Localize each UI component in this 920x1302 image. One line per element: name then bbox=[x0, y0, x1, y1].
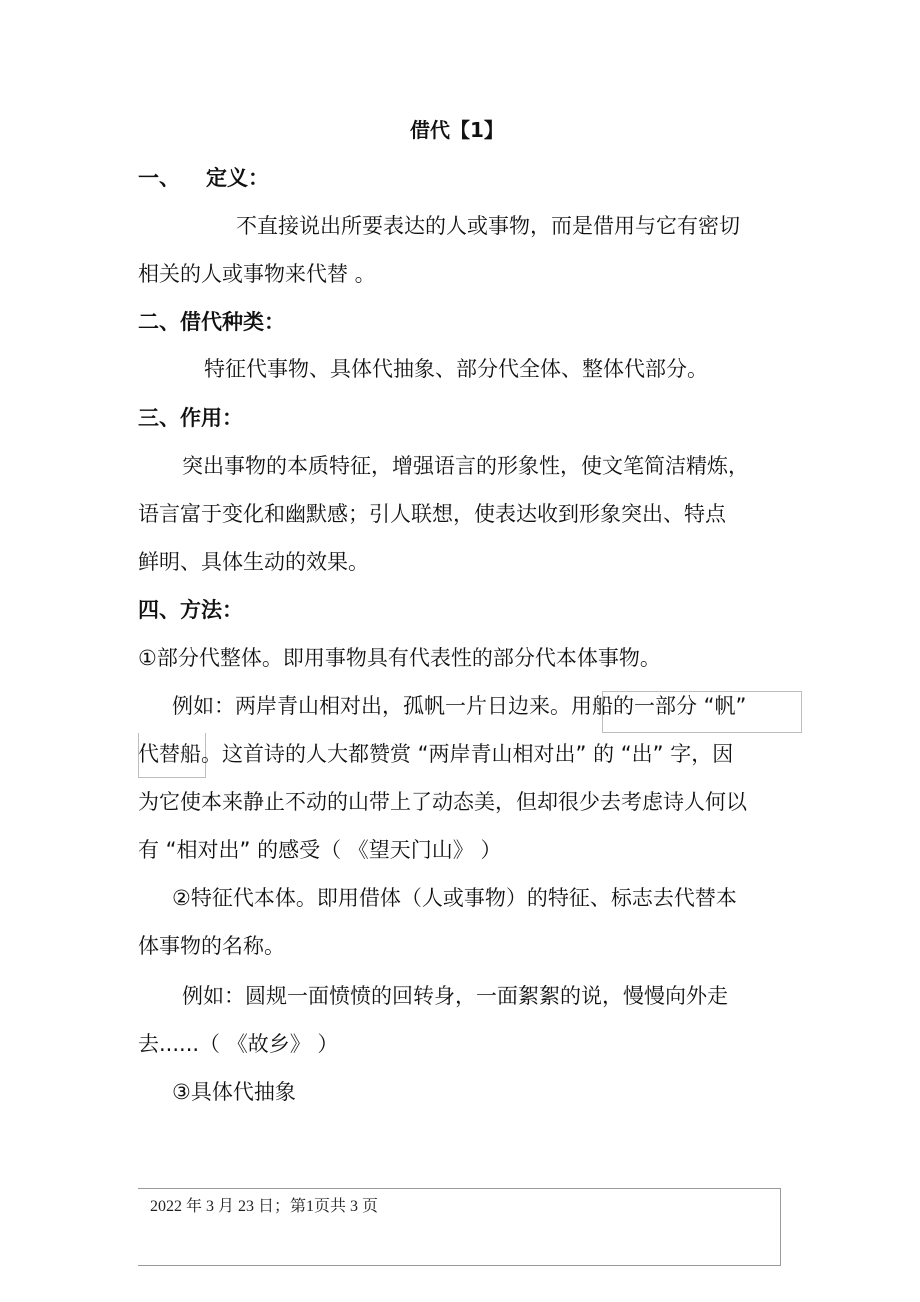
method-3-title: ③具体代抽象 bbox=[172, 1080, 296, 1104]
section-2-heading: 二、借代种类： bbox=[138, 310, 285, 334]
section-4-heading: 四、方法： bbox=[138, 598, 243, 622]
effect-line-3: 鲜明、具体生动的效果。 bbox=[138, 550, 369, 574]
method-1-example-1: 例如：两岸青山相对出，孤帆一片日边来。用船的一部分 “帆” bbox=[172, 694, 747, 718]
method-2-example-1: 例如：圆规一面愤愤的回转身，一面絮絮的说，慢慢向外走 bbox=[182, 984, 728, 1008]
definition-line-2: 相关的人或事物来代替 。 bbox=[138, 262, 376, 286]
page-title: 借代【1】 bbox=[410, 118, 504, 142]
method-2-title-cont: 体事物的名称。 bbox=[138, 934, 285, 958]
section-1-number: 一、 bbox=[138, 166, 180, 190]
definition-line-1: 不直接说出所要表达的人或事物，而是借用与它有密切 bbox=[236, 214, 740, 238]
effect-line-1: 突出事物的本质特征，增强语言的形象性，使文笔简洁精炼， bbox=[182, 454, 749, 478]
method-1-example-3: 为它使本来静止不动的山带上了动态美，但却很少去考虑诗人何以 bbox=[138, 790, 747, 814]
effect-line-2: 语言富于变化和幽默感；引人联想，使表达收到形象突出、特点 bbox=[138, 502, 726, 526]
section-3-heading: 三、作用： bbox=[138, 406, 243, 430]
footer-page-info: 2022 年 3 月 23 日；第1页共 3 页 bbox=[150, 1198, 379, 1215]
types-line: 特征代事物、具体代抽象、部分代全体、整体代部分。 bbox=[204, 357, 708, 381]
section-1-heading: 定义： bbox=[206, 166, 269, 190]
method-1-example-2: 代替船。这首诗的人大都赞赏 “两岸青山相对出” 的 “出” 字，因 bbox=[138, 742, 734, 766]
method-2-example-2: 去......（ 《故乡》 ） bbox=[138, 1032, 339, 1056]
method-2-title: ②特征代本体。即用借体（人或事物）的特征、标志去代替本 bbox=[172, 886, 737, 910]
method-1-example-4: 有 “相对出” 的感受（ 《望天门山》 ） bbox=[138, 838, 502, 862]
method-1-title: ①部分代整体。即用事物具有代表性的部分代本体事物。 bbox=[138, 646, 661, 670]
